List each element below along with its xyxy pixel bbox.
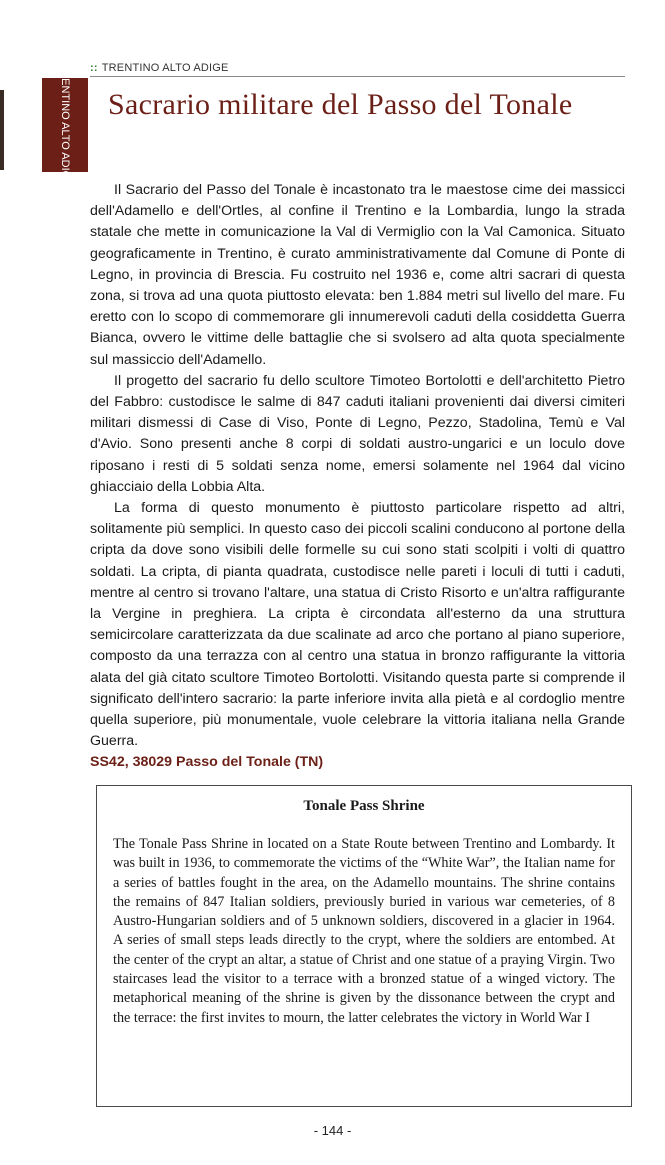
article-paragraph: Il progetto del sacrario fu dello scultore Timoteo Bortolotti e dell'architetto Pietro del Fabbro: custodisce le salme di 847 caduti italiani provenienti dai diversi cimiteri militari dismessi di Case di Viso, Ponte di Legno, Pezzo, Stadolina, Temù e Val d'Avio. Sono presenti anche 8 corpi di soldati austro-ungarici e un loculo dove riposano i resti di 5 soldati senza nome, emersi solamente nel 1964 dal vicino ghiacciaio della Lobbia Alta. <box>90 372 625 495</box>
page-title: Sacrario militare del Passo del Tonale <box>108 88 573 121</box>
english-summary-box <box>96 785 632 1107</box>
location-address: SS42, 38029 Passo del Tonale (TN) <box>90 754 324 771</box>
section-divider <box>90 76 625 77</box>
section-label: TRENTINO ALTO ADIGE <box>101 62 229 74</box>
page-spine-mark <box>0 90 4 170</box>
italian-article <box>90 180 625 774</box>
english-summary-text: The Tonale Pass Shrine in located on a State Route between Trentino and Lombardy. It was built in 1936, to commemorate the victims of the “White War”, the Italian name for a series of battles fought in the area, on the Adamello mountains. The shrine contains the remains of 847 Italian soldiers, previously buried in various war cemeteries, of 8 Austro-Hungarian soldiers and of 5 unknown soldiers, discovered in a glacier in 1964. A series of small steps leads directly to the crypt, where the soldiers are entombed. At the center of the crypt an altar, a statue of Christ and one statue of a praying Virgin. Two staircases lead the visitor to a terrace with a bronzed statue of a winged victory. The metaphorical meaning of the shrine is given by the dissonance between the crypt and the terrace: the first invites to mourn, the latter celebrates the victory in World War I <box>113 836 615 1026</box>
article-paragraph: Il Sacrario del Passo del Tonale è incastonato tra le maestose cime dei massicci dell'Adamello e dell'Ortles, al confine il Trentino e la Lombardia, lungo la strada statale che mette in comunicazione la Val di Vermiglio con la Val Camonica. Situato geograficamente in Trentino, è curato amministrativamente dal Comune di Ponte di Legno, in provincia di Brescia. Fu costruito nel 1936 e, come altri sacrari di questa zona, si trova ad una quota piuttosto elevata: ben 1.884 metri sul livello del mare. Fu eretto con lo scopo di commemorare gli innumerevoli caduti della cosiddetta Guerra Bianca, ovvero le vittime delle battaglie che si svolsero ad alta quota specialmente sul massiccio dell'Adamello. <box>90 182 625 368</box>
english-summary-title: Tonale Pass Shrine <box>303 798 425 814</box>
page-number: - 144 - <box>313 1123 352 1138</box>
article-paragraph: La forma di questo monumento è piuttosto particolare rispetto ad altri, solitamente più semplici. In questo caso dei piccoli scalini conducono al portone della cripta da dove sono visibili delle formelle su cui sono stati scolpiti i volti di quattro soldati. La cripta, di pianta quadrata, custodisce nelle pareti i loculi di tutti i caduti, mentre al centro si trovano l'altare, una statua di Cristo Risorto e un'altra raffigurante la Vergine in preghiera. La cripta è circondata all'esterno da una struttura semicircolare caratterizzata da due scalinate ad arco che portano al piano superiore, composto da una terrazza con al centro una statua in bronzo raffigurante la vittoria alata del già citato scultore Timoteo Bortolotti. Visitando questa parte si comprende il significato dell'intero sacrario: la parte inferiore invita alla pietà e al cordoglio mentre quella superiore, più monumentale, vuole celebrare la vittoria italiana nella Grande Guerra. <box>90 500 625 750</box>
section-header <box>90 62 625 74</box>
region-side-tab <box>42 63 88 187</box>
region-side-tab-label: TRENTINO ALTO ADIGE <box>59 63 71 187</box>
section-bullet-icon: :: <box>90 62 98 74</box>
